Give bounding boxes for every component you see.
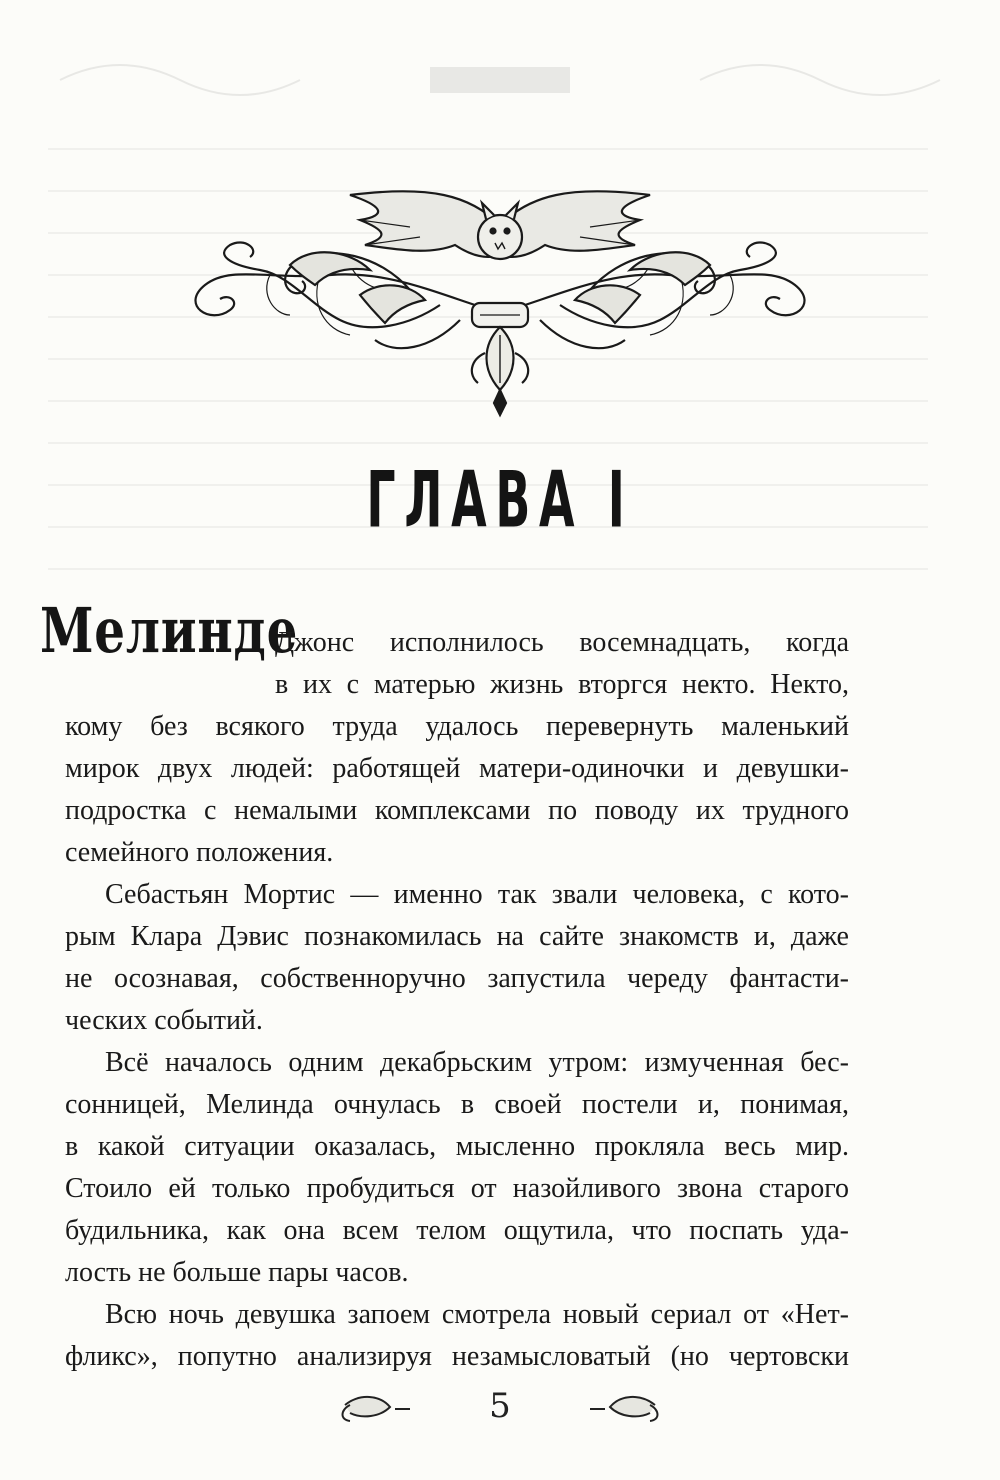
text-line: не осознавая, собственноручно запустила череду фантасти- [65,963,849,994]
text-line: подростка с немалыми комплексами по поводу их трудного [65,795,849,826]
text-line: рым Клара Дэвис познакомилась на сайте знакомств и, даже [65,921,849,952]
text-line: фликс», попутно анализируя незамысловатый (но чертовски [65,1341,849,1372]
text-line: Всё началось одним декабрьским утром: измученная бес- [105,1047,849,1078]
chapter-title: ГЛАВА I [366,455,634,546]
text-line: мирок двух людей: работящей матери-одиночки и девушки- [65,753,849,784]
dropcap-word: Мелинде [40,594,299,667]
text-line: Всю ночь девушка запоем смотрела новый сериал от «Нет- [105,1299,849,1330]
bleed-through-header [40,45,960,115]
page-number: 5 [489,1386,511,1426]
text-line: в какой ситуации оказалась, мысленно прокляла весь мир. [65,1131,849,1162]
text-line: ческих событий. [65,1005,263,1036]
bat-ornament-icon [110,175,890,425]
text-line: семейного положения. [65,837,334,868]
text-line: лость не больше пары часов. [65,1257,409,1288]
text-line: сонницей, Мелинда очнулась в своей постели и, понимая, [65,1089,849,1120]
text-line: будильника, как она всем телом ощутила, что поспать уда- [65,1215,849,1246]
text-line: Стоило ей только пробудиться от назойливого звона старого [65,1173,849,1204]
text-line: в их с матерью жизнь вторгся некто. Некто, [275,669,849,700]
text-line: кому без всякого труда удалось перевернуть маленький [65,711,849,742]
text-line: Джонс исполнилось восемнадцать, когда [275,627,849,658]
text-line: Себастьян Мортис — именно так звали человека, с кото- [105,879,849,910]
